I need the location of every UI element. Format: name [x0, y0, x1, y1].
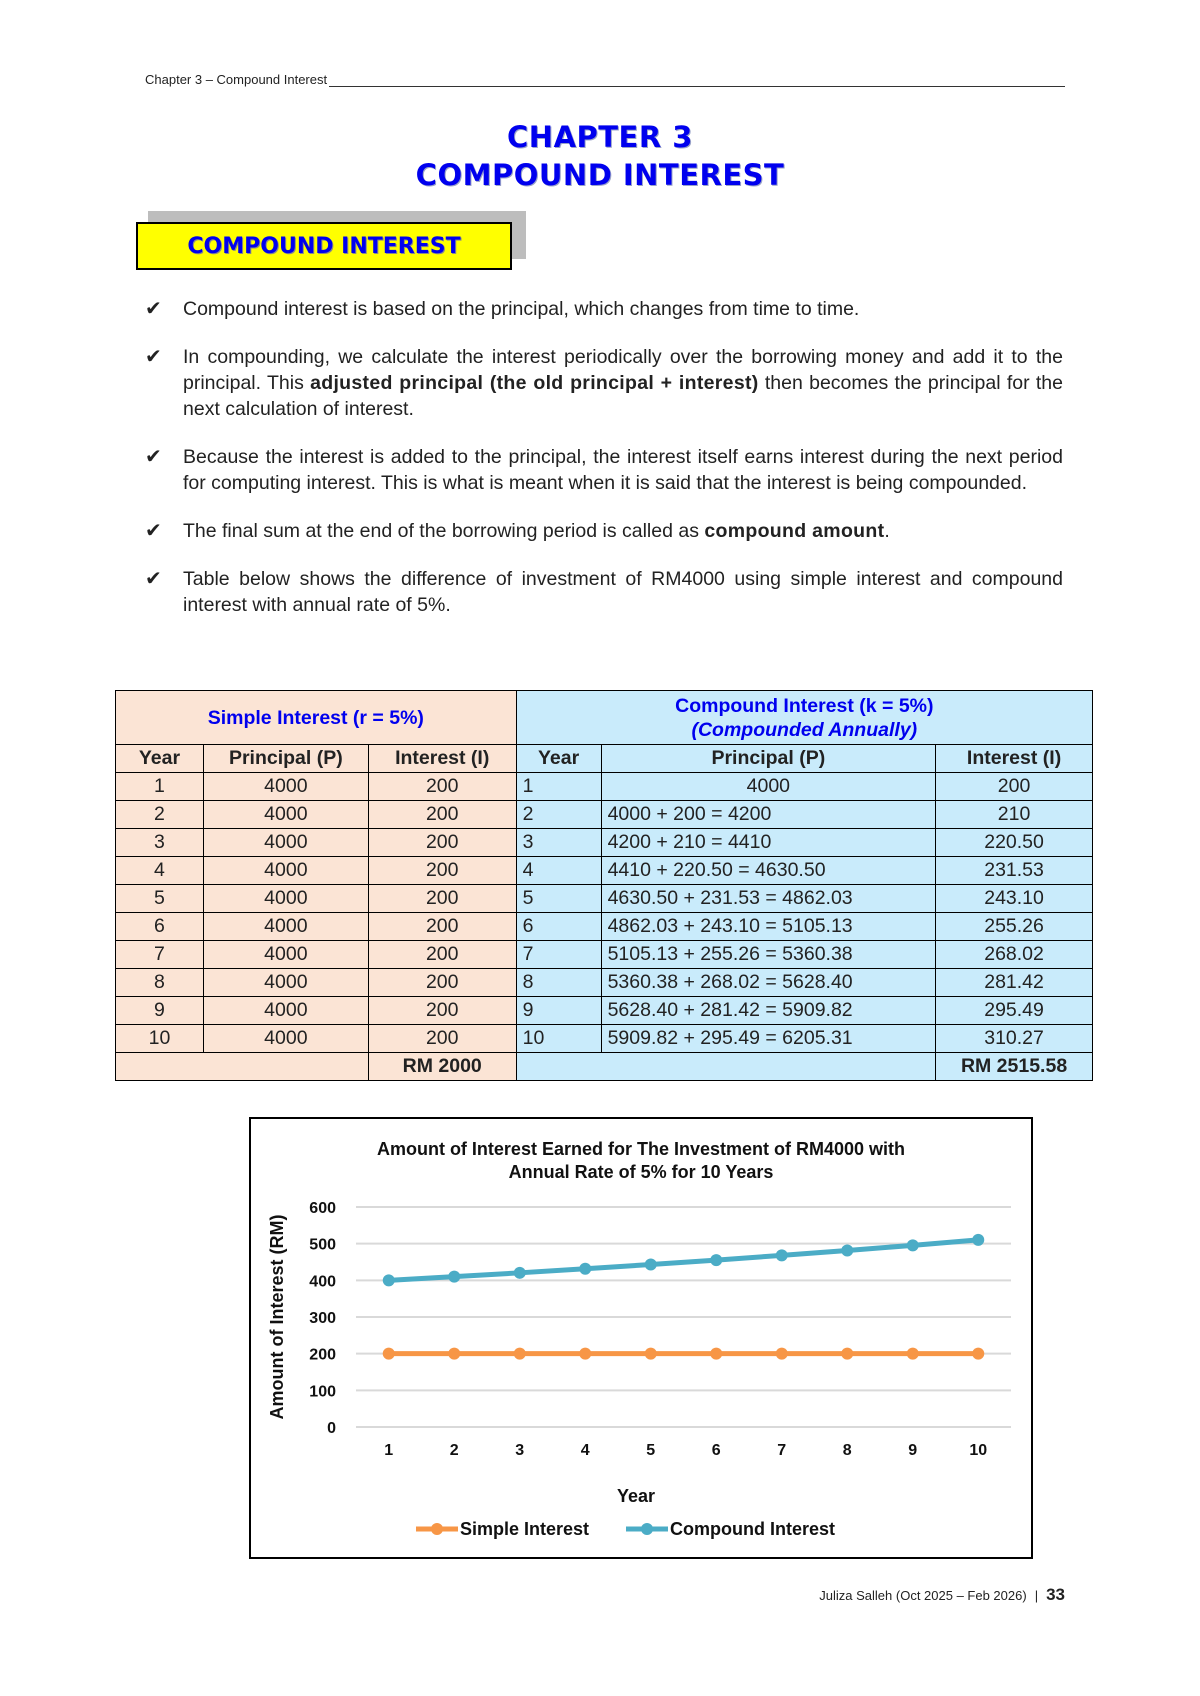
page-footer	[700, 1585, 1065, 1605]
table-row	[116, 857, 1093, 885]
bullet-item	[145, 444, 1063, 496]
cell-interest-compound: 210	[936, 801, 1093, 829]
cell-principal-simple: 4000	[203, 885, 368, 913]
bullet-item	[145, 566, 1063, 618]
bullet-list	[145, 296, 1063, 640]
header-rule	[329, 74, 1065, 87]
data-point	[448, 1348, 460, 1360]
check-icon: ✔	[145, 298, 162, 320]
footer-separator: |	[1034, 1587, 1039, 1603]
y-tick-label: 400	[309, 1273, 336, 1291]
y-tick-label: 100	[309, 1383, 336, 1401]
legend-marker	[431, 1523, 443, 1535]
bullet-text: In compounding, we calculate the interest periodically over the borrowing money and add it to the principal. This adjusted principal (the old principal + interest) then becomes the principal for the next calculation of interest.	[183, 346, 1063, 420]
data-point	[710, 1254, 722, 1266]
col-principal-compound: Principal (P)	[601, 745, 936, 773]
cell-interest-simple: 200	[368, 1025, 516, 1053]
cell-year-compound: 9	[516, 997, 601, 1025]
table-row	[116, 997, 1093, 1025]
interest-comparison-table	[115, 690, 1093, 1081]
cell-year-compound: 8	[516, 969, 601, 997]
cell-principal-compound: 4410 + 220.50 = 4630.50	[601, 857, 936, 885]
cell-principal-compound: 4000 + 200 = 4200	[601, 801, 936, 829]
bullet-item	[145, 344, 1063, 422]
x-tick-label: 6	[711, 1442, 721, 1459]
table-row	[116, 801, 1093, 829]
cell-year-compound: 7	[516, 941, 601, 969]
cell-principal-simple: 4000	[203, 913, 368, 941]
cell-principal-compound: 5909.82 + 295.49 = 6205.31	[601, 1025, 936, 1053]
data-point	[907, 1239, 919, 1251]
col-year-compound: Year	[516, 745, 601, 773]
data-point	[645, 1259, 657, 1271]
cell-interest-simple: 200	[368, 829, 516, 857]
cell-year-compound: 2	[516, 801, 601, 829]
bullet-text: Because the interest is added to the principal, the interest itself earns interest during the next period for computing interest. This is what is meant when it is said that the interest is being compounded.	[183, 446, 1063, 494]
data-point	[972, 1348, 984, 1360]
total-spacer-compound	[516, 1053, 935, 1081]
y-axis-label: Amount of Interest (RM)	[267, 1214, 287, 1420]
footer-author: Juliza Salleh (Oct 2025 – Feb 2026)	[819, 1587, 1027, 1603]
cell-interest-compound: 268.02	[936, 941, 1093, 969]
table-row	[116, 773, 1093, 801]
cell-principal-simple: 4000	[203, 969, 368, 997]
cell-year-compound: 4	[516, 857, 601, 885]
compound-interest-header	[516, 691, 1092, 745]
cell-interest-compound: 220.50	[936, 829, 1093, 857]
legend-marker	[641, 1523, 653, 1535]
col-year-simple: Year	[116, 745, 204, 773]
x-tick-label: 5	[646, 1442, 656, 1459]
cell-principal-simple: 4000	[203, 941, 368, 969]
cell-year-compound: 10	[516, 1025, 601, 1053]
cell-interest-compound: 281.42	[936, 969, 1093, 997]
table-row	[116, 969, 1093, 997]
x-axis-label: Year	[616, 1486, 656, 1506]
data-point	[710, 1348, 722, 1360]
legend-label: Simple Interest	[460, 1519, 590, 1539]
cell-interest-compound: 255.26	[936, 913, 1093, 941]
cell-principal-simple: 4000	[203, 997, 368, 1025]
section-heading: COMPOUND INTEREST	[136, 222, 512, 270]
chapter-title	[0, 118, 1200, 194]
data-point	[776, 1348, 788, 1360]
cell-year-compound: 6	[516, 913, 601, 941]
cell-year-simple: 4	[116, 857, 204, 885]
cell-principal-compound: 5360.38 + 268.02 = 5628.40	[601, 969, 936, 997]
cell-interest-simple: 200	[368, 941, 516, 969]
cell-principal-compound: 5628.40 + 281.42 = 5909.82	[601, 997, 936, 1025]
table-row	[116, 885, 1093, 913]
cell-year-simple: 8	[116, 969, 204, 997]
total-compound-interest: RM 2515.58	[936, 1053, 1093, 1081]
data-point	[579, 1348, 591, 1360]
cell-principal-simple: 4000	[203, 773, 368, 801]
page-number: 33	[1046, 1585, 1065, 1604]
check-icon: ✔	[145, 520, 162, 542]
y-tick-label: 300	[309, 1310, 336, 1327]
compound-header-line2: (Compounded Annually)	[691, 718, 918, 741]
cell-interest-compound: 243.10	[936, 885, 1093, 913]
cell-principal-compound: 5105.13 + 255.26 = 5360.38	[601, 941, 936, 969]
x-tick-label: 10	[969, 1442, 988, 1459]
interest-chart	[249, 1117, 1033, 1559]
x-tick-label: 2	[449, 1442, 459, 1459]
cell-interest-compound: 310.27	[936, 1025, 1093, 1053]
x-tick-label: 8	[842, 1442, 852, 1459]
cell-year-compound: 5	[516, 885, 601, 913]
col-principal-simple: Principal (P)	[203, 745, 368, 773]
x-tick-label: 3	[515, 1442, 525, 1459]
cell-principal-simple: 4000	[203, 801, 368, 829]
cell-year-simple: 9	[116, 997, 204, 1025]
data-point	[907, 1348, 919, 1360]
check-icon: ✔	[145, 346, 162, 368]
bullet-item	[145, 296, 1063, 322]
cell-year-simple: 3	[116, 829, 204, 857]
data-point	[514, 1267, 526, 1279]
col-interest-simple: Interest (I)	[368, 745, 516, 773]
data-point	[972, 1234, 984, 1246]
chapter-number: CHAPTER 3	[507, 120, 693, 154]
total-simple-interest: RM 2000	[368, 1053, 516, 1081]
running-header	[145, 72, 1065, 87]
y-tick-label: 600	[309, 1200, 336, 1217]
cell-interest-simple: 200	[368, 801, 516, 829]
legend-label: Compound Interest	[670, 1519, 835, 1539]
cell-year-simple: 2	[116, 801, 204, 829]
cell-principal-compound: 4000	[601, 773, 936, 801]
chart-title-line1: Amount of Interest Earned for The Investment of RM4000 with	[376, 1139, 906, 1159]
total-spacer-simple	[116, 1053, 369, 1081]
chart-title-line2: Annual Rate of 5% for 10 Years	[508, 1162, 774, 1182]
cell-interest-simple: 200	[368, 857, 516, 885]
table-row	[116, 941, 1093, 969]
table-row	[116, 1025, 1093, 1053]
bullet-text: The final sum at the end of the borrowing period is called as compound amount.	[183, 520, 890, 542]
cell-principal-compound: 4630.50 + 231.53 = 4862.03	[601, 885, 936, 913]
cell-year-simple: 5	[116, 885, 204, 913]
chart-svg	[251, 1119, 1031, 1557]
simple-interest-header: Simple Interest (r = 5%)	[116, 691, 517, 745]
data-point	[383, 1348, 395, 1360]
y-tick-label: 0	[327, 1420, 336, 1437]
cell-principal-compound: 4200 + 210 = 4410	[601, 829, 936, 857]
data-point	[448, 1271, 460, 1283]
cell-year-simple: 6	[116, 913, 204, 941]
chapter-name: COMPOUND INTEREST	[415, 158, 785, 192]
cell-interest-simple: 200	[368, 773, 516, 801]
cell-principal-simple: 4000	[203, 857, 368, 885]
data-point	[645, 1348, 657, 1360]
x-tick-label: 4	[580, 1442, 590, 1459]
data-point	[514, 1348, 526, 1360]
series-line-compound	[389, 1240, 979, 1280]
y-tick-label: 200	[309, 1346, 336, 1364]
cell-interest-compound: 200	[936, 773, 1093, 801]
col-interest-compound: Interest (I)	[936, 745, 1093, 773]
cell-interest-simple: 200	[368, 885, 516, 913]
bullet-text: Compound interest is based on the principal, which changes from time to time.	[183, 298, 860, 320]
data-point	[841, 1244, 853, 1256]
y-tick-label: 500	[309, 1236, 336, 1254]
cell-principal-simple: 4000	[203, 1025, 368, 1053]
data-point	[579, 1263, 591, 1275]
running-header-title: Chapter 3 – Compound Interest	[145, 72, 328, 87]
cell-interest-simple: 200	[368, 913, 516, 941]
bullet-text: Table below shows the difference of investment of RM4000 using simple interest and compound interest with annual rate of 5%.	[183, 568, 1063, 616]
table-row	[116, 829, 1093, 857]
cell-year-simple: 7	[116, 941, 204, 969]
data-point	[841, 1348, 853, 1360]
cell-interest-simple: 200	[368, 969, 516, 997]
bullet-item	[145, 518, 1063, 544]
cell-principal-compound: 4862.03 + 243.10 = 5105.13	[601, 913, 936, 941]
check-icon: ✔	[145, 568, 162, 590]
cell-year-simple: 10	[116, 1025, 204, 1053]
cell-interest-compound: 231.53	[936, 857, 1093, 885]
cell-year-compound: 3	[516, 829, 601, 857]
data-point	[776, 1249, 788, 1261]
x-tick-label: 7	[777, 1442, 787, 1459]
x-tick-label: 1	[384, 1442, 394, 1459]
data-point	[383, 1274, 395, 1286]
cell-year-simple: 1	[116, 773, 204, 801]
cell-year-compound: 1	[516, 773, 601, 801]
cell-interest-simple: 200	[368, 997, 516, 1025]
compound-header-line1: Compound Interest (k = 5%)	[675, 694, 934, 717]
cell-principal-simple: 4000	[203, 829, 368, 857]
table-row	[116, 913, 1093, 941]
check-icon: ✔	[145, 446, 162, 468]
x-tick-label: 9	[908, 1442, 918, 1459]
cell-interest-compound: 295.49	[936, 997, 1093, 1025]
